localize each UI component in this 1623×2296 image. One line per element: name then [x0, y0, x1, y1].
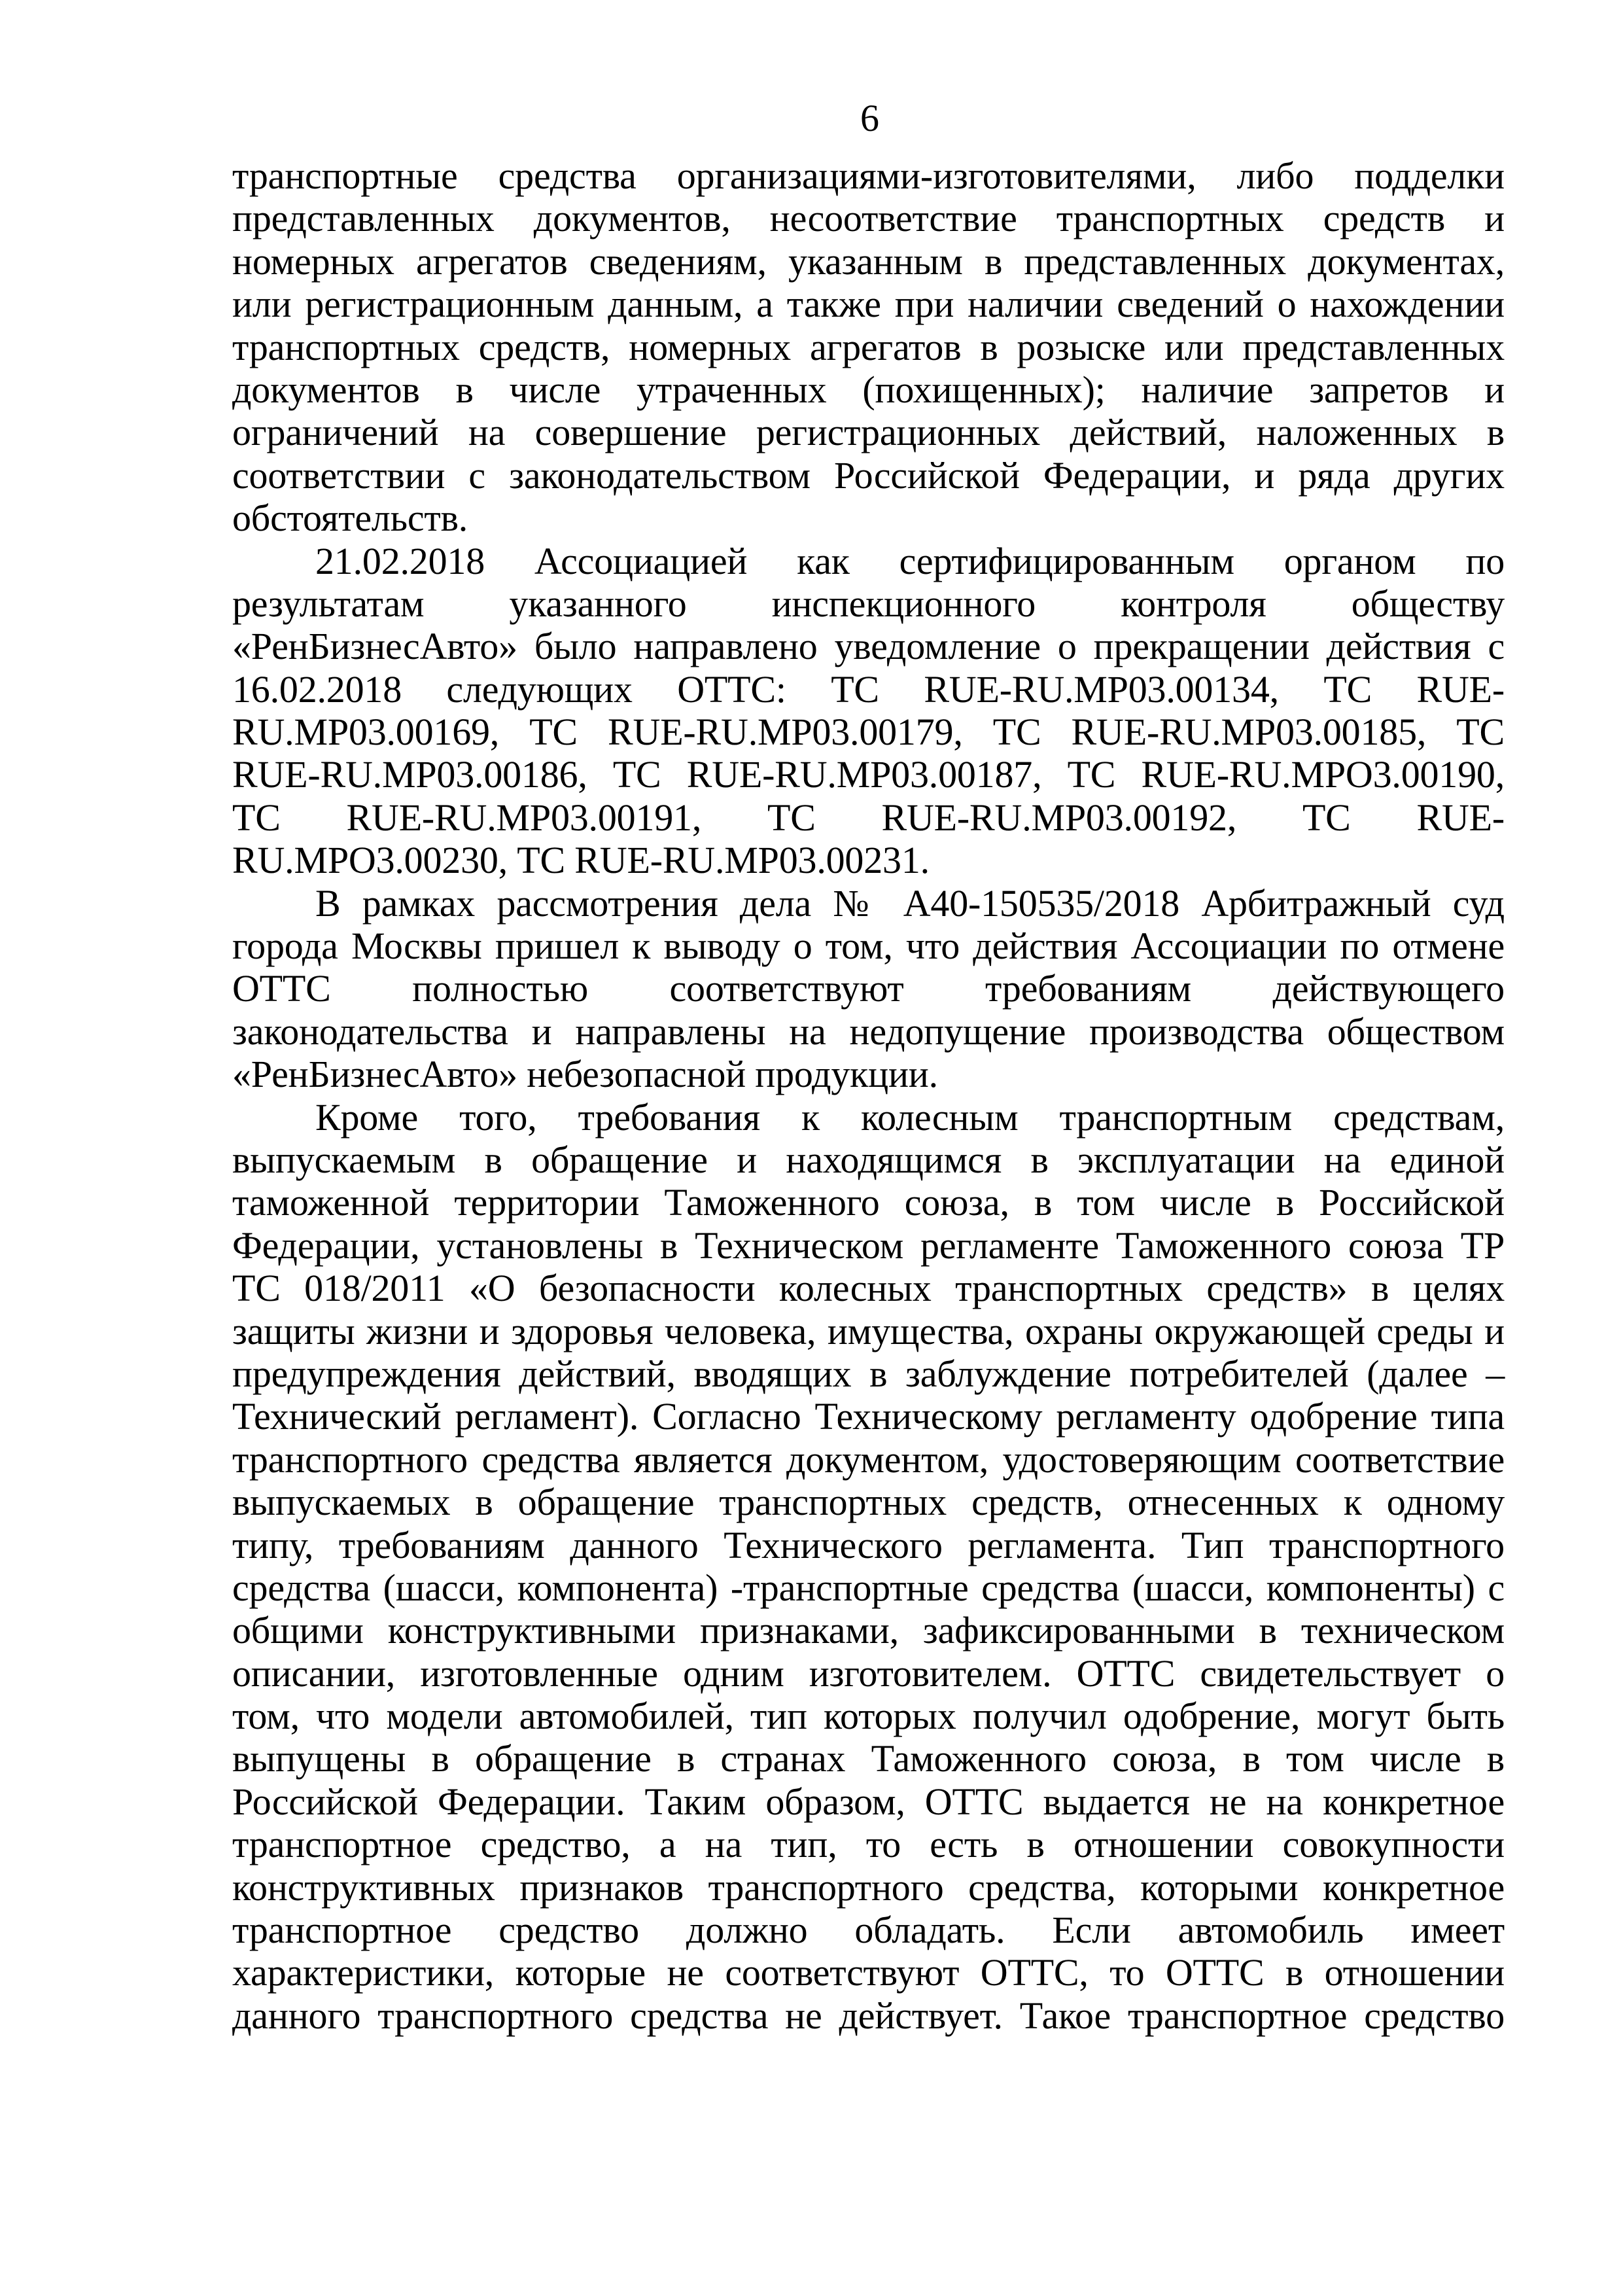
text-line: выпускаемых в обращение транспортных средств, отнесенных к одному	[232, 1481, 1505, 1524]
text-line: номерных агрегатов сведениям, указанным в представленных документах,	[232, 239, 1505, 283]
text-line: ОТТС полностью соответствуют требованиям действующего	[232, 967, 1505, 1010]
text-line: Федерации, установлены в Техническом регламенте Таможенного союза ТР	[232, 1224, 1505, 1267]
text-line: транспортное средство, а на тип, то есть в отношении совокупности	[232, 1823, 1505, 1866]
text-line: транспортного средства является документом, удостоверяющим соответствие	[232, 1438, 1505, 1481]
text-line: В рамках рассмотрения дела № А40-150535/2018 Арбитражный суд	[315, 881, 1505, 925]
text-line: транспортные средства организациями-изготовителями, либо подделки	[232, 154, 1505, 197]
text-line: обстоятельств.	[232, 497, 468, 540]
text-line: средства (шасси, компонента) -транспортные средства (шасси, компоненты) с	[232, 1566, 1505, 1609]
text-line: представленных документов, несоответствие транспортных средств и	[232, 197, 1505, 240]
text-line: ограничений на совершение регистрационных действий, наложенных в	[232, 411, 1505, 454]
text-line: конструктивных признаков транспортного средства, которыми конкретное	[232, 1865, 1505, 1909]
text-line: Технический регламент). Согласно Техническому регламенту одобрение типа	[232, 1395, 1505, 1438]
text-line: таможенной территории Таможенного союза, в том числе в Российской	[232, 1181, 1505, 1224]
text-line: или регистрационным данным, а также при наличии сведений о нахождении	[232, 283, 1505, 326]
text-line: Кроме того, требования к колесным транспортным средствам,	[315, 1095, 1505, 1139]
text-line: «РенБизнесАвто» небезопасной продукции.	[232, 1053, 938, 1096]
text-line: «РенБизнесАвто» было направлено уведомление о прекращении действия с	[232, 625, 1505, 668]
text-line: том, что модели автомобилей, тип которых получил одобрение, могут быть	[232, 1695, 1505, 1738]
text-line: описании, изготовленные одним изготовителем. ОТТС свидетельствует о	[232, 1651, 1505, 1695]
paragraph-ottc-termination	[232, 540, 1505, 882]
text-line: типу, требованиям данного Технического регламента. Тип транспортного	[232, 1523, 1505, 1566]
text-line: характеристики, которые не соответствуют ОТТС, то ОТТС в отношении	[232, 1951, 1505, 1994]
text-line: ТС 018/2011 «О безопасности колесных транспортных средств» в целях	[232, 1267, 1505, 1310]
text-line: соответствии с законодательством Российской Федерации, и ряда других	[232, 453, 1505, 497]
text-line: города Москвы пришел к выводу о том, что действия Ассоциации по отмене	[232, 925, 1505, 968]
text-line: выпущены в обращение в странах Таможенного союза, в том числе в	[232, 1737, 1505, 1780]
paragraph-technical-regulation	[232, 1096, 1505, 2038]
text-line: защиты жизни и здоровья человека, имущества, охраны окружающей среды и	[232, 1309, 1505, 1352]
paragraph-continuation	[232, 154, 1505, 540]
text-line: транспортных средств, номерных агрегатов в розыске или представленных	[232, 325, 1505, 368]
text-line: предупреждения действий, вводящих в заблуждение потребителей (далее –	[232, 1352, 1505, 1395]
text-line: RU.MP03.00169, ТС RUE-RU.MP03.00179, ТС RUE-RU.MP03.00185, ТС	[232, 711, 1505, 754]
text-line: Российской Федерации. Таким образом, ОТТС выдается не на конкретное	[232, 1780, 1505, 1823]
text-line: 21.02.2018 Ассоциацией как сертифицированным органом по	[315, 539, 1505, 582]
text-line: выпускаемым в обращение и находящимся в эксплуатации на единой	[232, 1138, 1505, 1181]
text-line: общими конструктивными признаками, зафиксированными в техническом	[232, 1609, 1505, 1652]
text-line: результатам указанного инспекционного контроля обществу	[232, 582, 1505, 625]
document-body	[232, 154, 1505, 2037]
text-line: ТС RUE-RU.MP03.00191, ТС RUE-RU.MP03.00192, ТС RUE-	[232, 796, 1505, 839]
text-line: 16.02.2018 следующих ОТТС: ТС RUE-RU.MP03.00134, ТС RUE-	[232, 667, 1505, 711]
paragraph-court-case	[232, 882, 1505, 1096]
text-line: данного транспортного средства не действует. Такое транспортное средство	[232, 1994, 1505, 2037]
text-line: транспортное средство должно обладать. Если автомобиль имеет	[232, 1909, 1505, 1952]
text-line: законодательства и направлены на недопущение производства обществом	[232, 1010, 1505, 1053]
text-line: RU.MPO3.00230, ТС RUE-RU.MP03.00231.	[232, 839, 930, 882]
text-line: документов в числе утраченных (похищенных); наличие запретов и	[232, 368, 1505, 411]
page-number: 6	[860, 97, 879, 139]
text-line: RUE-RU.MP03.00186, ТС RUE-RU.MP03.00187, ТС RUE-RU.MPO3.00190,	[232, 753, 1505, 796]
